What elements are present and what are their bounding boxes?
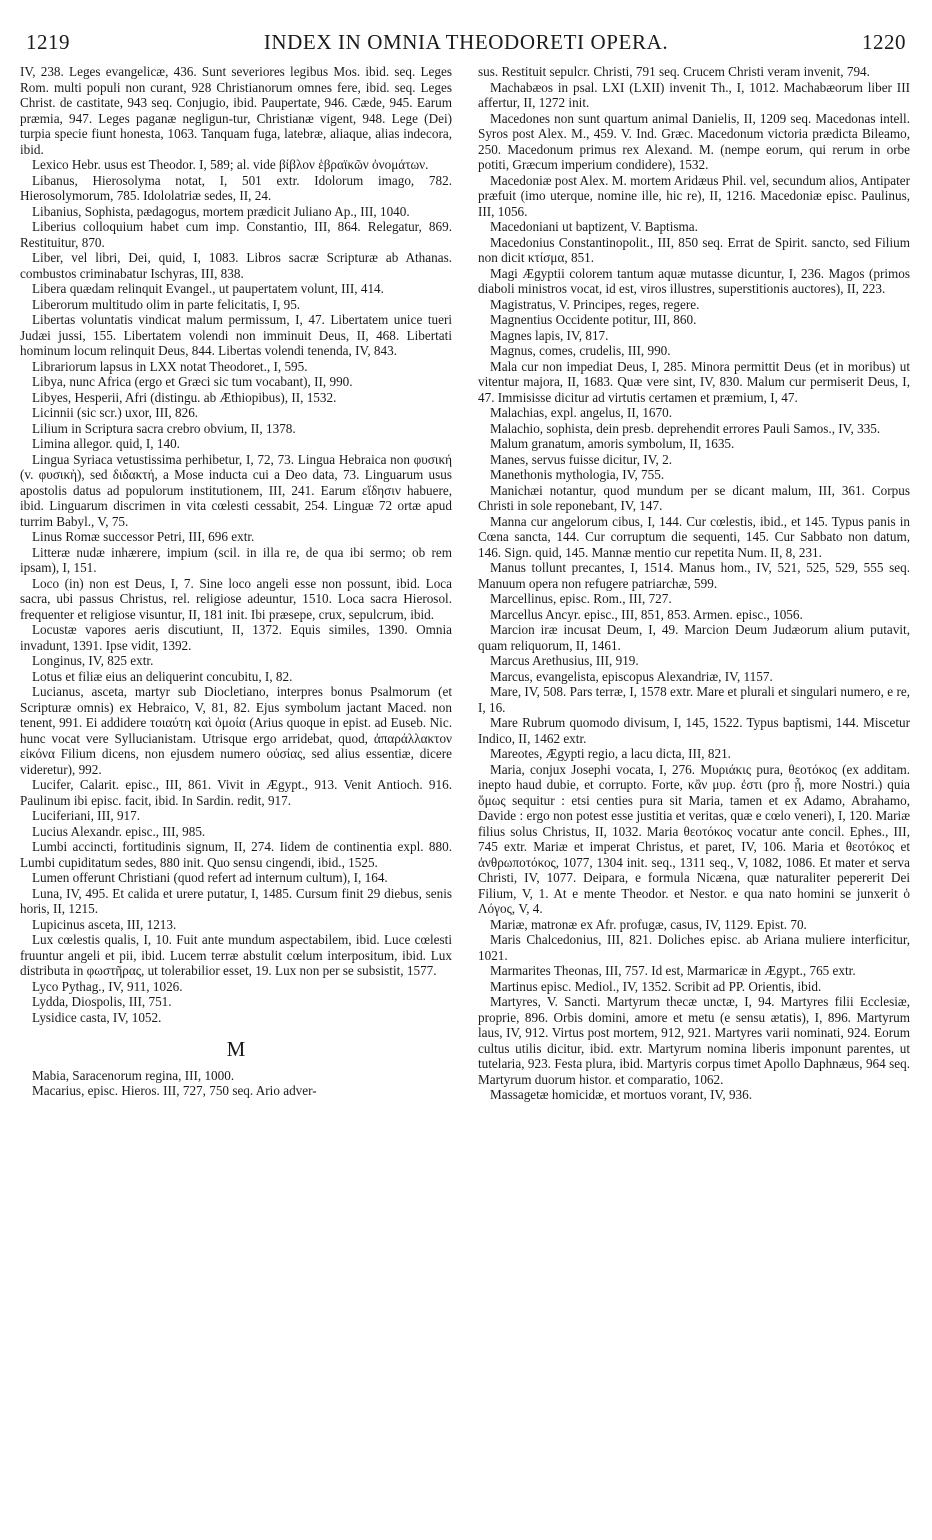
index-entry: Maria, conjux Josephi vocata, I, 276. Μυριάκις pura, θεοτόκος (ex additam. inepto haud dubie, et corrupto. Forte, κἂν μυρ. ἐστι (pro ᾖ, more Nostri.) quia ὅμως sequitur : etsi centies pura sit Maria, tamen et ex Adamo, Abrahamo, Davide : ergo non potest esse justitia et veritas, quæ e cœlo veneri), I, 120. Mariæ filius solus Christus, II, 1032. Maria θεοτόκος vocatur ante concil. Ephes., III, 745 extr. Mariæ et imperat Christus, et paret, IV, 106. Maria et θεοτόκος et ἀνθρωποτόκος, 1077, 1304 init. seq., 1311 seq., V, 1082, 1086. Et mater et serva Christi, IV, 1077. Deipara, e formula Nicæna, quæ naturaliter pepererit Dei Filium, V, 1. At e mente Theodor. et Nestor. e qua nato homini se junxerit ὁ Λόγος, V, 4. [478,761,910,916]
index-entry: Libya, nunc Africa (ergo et Græci sic tum vocabant), II, 990. [32,374,353,389]
index-entry: Liberorum multitudo olim in parte felicitatis, I, 95. [32,296,301,312]
index-entry: Libanius, Sophista, pædagogus, mortem prædicit Juliano Ap., III, 1040. [32,203,410,219]
index-entry: Lucifer, Calarit. episc., III, 861. Vivit in Ægypt., 913. Venit Antioch. 916. Paulinum ibi episc. facit, ibid. In Sardin. redit, 917. [20,777,452,808]
index-entry: Magnus, comes, crudelis, III, 990. [490,343,671,358]
index-entry: Mariæ, matronæ ex Afr. profugæ, casus, IV, 1129. Epist. 70. [490,916,807,932]
index-entry: Magi Ægyptii colorem tantum aquæ mutasse dicuntur, I, 236. Magos (primos diaboli ministros vocat, id est, viros illustres, superstitionis auctores), II, 223. [478,265,910,296]
running-title: INDEX IN OMNIA THEODORETI OPERA. [263,30,669,54]
index-entry: Marcion iræ incusat Deum, I, 49. Marcion Deum Judæorum alium putavit, quam reliquorum, II, 1461. [478,622,910,653]
index-entry: Mareotes, Ægypti regio, a lacu dicta, III, 821. [490,746,731,761]
index-entry: Marmarites Theonas, III, 757. Id est, Marmaricæ in Ægypt., 765 extr. [490,963,856,978]
index-entry: Marcus, evangelista, episcopus Alexandriæ, IV, 1157. [490,668,773,684]
index-entry: Mare, IV, 508. Pars terræ, I, 1578 extr. Mare et plurali et singulari numero, e re, I, 16. [478,684,910,715]
index-entry: Lydda, Diospolis, III, 751. [32,994,172,1009]
index-entry: Lilium in Scriptura sacra crebro obvium, II, 1378. [32,420,296,436]
index-entry: Machabæos in psal. LXI (LXII) invenit Th., I, 1012. Machabæorum liber III affertur, II, 1272 init. [478,79,910,110]
index-entry: Maris Chalcedonius, III, 821. Doliches episc. ab Ariana muliere interficitur, 1021. [478,932,910,963]
index-entry: Loco (in) non est Deus, I, 7. Sine loco angeli esse non possunt, ibid. Loca sacra, ubi passus Christus, rel. religiose adeuntur, 1510. Loca sacra Hierosol. frequenter et religiose visuntur, II, 181 init. Ibi præsepe, crux, sepulcrum, ibid. [20,575,452,622]
index-entry: Mabia, Saracenorum regina, III, 1000. [32,1067,235,1083]
index-entry: Lingua Syriaca vetustissima perhibetur, I, 72, 73. Lingua Hebraica non φυσική (v. φυσικὴ), sed διδακτή, a Mose inducta cui a Deo data, 73. Linguarum usus apostolis datus ad populorum institutionem, III, 241. Earum εἴδησιν habuere, ibid. Linguarum discrimen in vita cœlesti cessabit, 254. Linguæ 72 ortæ apud turrim Babyl., V, 75. [20,451,452,529]
index-entry: Manichæi notantur, quod mundum per se dicant malum, III, 361. Corpus Christi in sole reponebant, IV, 147. [478,482,910,513]
index-entry: Lupicinus asceta, III, 1213. [32,916,177,932]
index-entry: sus. Restituit sepulcr. Christi, 791 seq. Crucem Christi veram invenit, 794. [478,64,870,79]
index-entry: Lexico Hebr. usus est Theodor. I, 589; al. vide βίβλον ἑβραϊκῶν ὀνομάτων. [32,157,429,172]
index-entry: Libyes, Hesperii, Afri (distingu. ab Æthiopibus), II, 1532. [32,389,337,405]
index-entry: Marcellus Ancyr. episc., III, 851, 853. Armen. episc., 1056. [490,606,803,622]
index-entry: Lumbi accincti, fortitudinis signum, II, 274. Iidem de continentia expl. 880. Lumbi cupiditatum sedes, 880 init. Quo sensu cingendi, ibid., 1525. [20,839,452,870]
index-entry: Malachio, sophista, dein presb. deprehendit errores Pauli Samos., IV, 335. [490,420,881,436]
index-entry: Massagetæ homicidæ, et mortuos vorant, IV, 936. [490,1087,753,1102]
index-entry: Marcellinus, episc. Rom., III, 727. [490,591,672,606]
index-entry: Macedoniæ post Alex. M. mortem Aridæus Phil. vel, secundum alios, Antipater præfuit (imo uterque, nomine ille, hic re), II, 1216. Macedoniæ episc. Paulinus, III, 1056. [478,172,910,219]
index-entry: Longinus, IV, 825 extr. [32,653,154,668]
index-entry: Mala cur non impediat Deus, I, 285. Minora permittit Deus (et in moribus) ut vitentur majora, II, 1683. Quæ vere sint, IV, 830. Malum cur permiserit Deus, I, 47. Immisisse dicitur ad virtutis certamen et præmium, I, 47. [478,358,910,405]
page-number-right: 1220 [862,30,906,54]
index-entry: Martinus episc. Mediol., IV, 1352. Scribit ad PP. Orientis, ibid. [490,978,822,994]
index-entry: Manes, servus fuisse dicitur, IV, 2. [490,451,672,467]
section-letter: M [226,1037,246,1061]
index-entry: Libertas voluntatis vindicat malum permissum, I, 47. Libertatem unice tueri Judæi jussi, 155. Libertatem volendi non imminuit Deus, II, 468. Libertati hominum locum relinquit Deus, 844. Libertas volendi tenenda, IV, 843. [20,312,452,358]
index-entry: Liberius colloquium habet cum imp. Constantio, III, 864. Relegatur, 869. Restituitur, 870. [20,219,452,250]
index-entry: Luna, IV, 495. Et calida et urere putatur, I, 1485. Cursum finit 29 diebus, senis horis, II, 1215. [20,885,452,916]
index-entry: Limina allegor. quid, I, 140. [32,436,180,451]
index-entry: Magnentius Occidente potitur, III, 860. [490,312,697,327]
index-entry: Luciferiani, III, 917. [32,808,141,823]
left-column [20,64,452,1099]
index-entry: Manus tollunt precantes, I, 1514. Manus hom., IV, 521, 525, 529, 555 seq. Manuum opera non refugere patriarchæ, 599. [478,560,910,591]
index-entry: Licinnii (sic scr.) uxor, III, 826. [32,405,199,420]
index-entry: Lyco Pythag., IV, 911, 1026. [32,978,183,994]
index-entry: Lucius Alexandr. episc., III, 985. [32,823,206,839]
index-entry: Macedones non sunt quartum animal Danielis, II, 1209 seq. Macedonas intell. Syros post Alex. M., 459. V. Ind. Græc. Macedonum victoria prædicta Bileamo, 250. Macedonum primus rex Alexand. M. (nempe eorum, qui rerum in orbe potiti, Græcum imperium condidere), 1532. [478,110,910,172]
index-entry: Macarius, episc. Hieros. III, 727, 750 seq. Ario adver- [32,1083,317,1099]
index-entry: Manethonis mythologia, IV, 755. [490,467,665,482]
index-entry: Lux cœlestis qualis, I, 10. Fuit ante mundum aspectabilem, ibid. Luce cœlesti fruuntur angeli et pii, ibid. Lucem terræ abstulit cœlum interpositum, ibid. Lux distributa in φωστῆρας, ut tolerabilior esset, 19. Lux non per se subsistit, 1577. [20,932,452,978]
index-entry: Lotus et filiæ eius an deliquerint concubitu, I, 82. [32,668,293,684]
index-entry: Marcus Arethusius, III, 919. [490,653,639,668]
index-entry: Lucianus, asceta, martyr sub Diocletiano, interpres bonus Psalmorum (et Scripturæ omnis) ex Hebraico, V, 81, 82. Ejus symbolum jactant Maced. non tenent, 991. Ei addidere τοιαύτη καὶ ὁμοία (Arius quoque in epist. ad Euseb. Nic. hunc vocat vere Syllucianistam. Utrisque ergo arridebat, quod, ἀπαράλλακτον εἰκόνα Filium dicens, non ejusdem numero οὐσίας, sed alius essentiæ, dicere videretur), 992. [20,684,452,777]
right-column [478,64,910,1103]
index-entry: Locustæ vapores aeris discutiunt, II, 1372. Equis similes, 1390. Omnia invadunt, 1391. Ipse vidit, 1392. [20,622,452,653]
index-entry: Litteræ nudæ inhærere, impium (scil. in illa re, de qua ibi sermo; ob rem ipsam), I, 151. [20,544,452,575]
index-entry: Lysidice casta, IV, 1052. [32,1009,162,1025]
index-entry: Malachias, expl. angelus, II, 1670. [490,405,673,420]
index-entry: Manna cur angelorum cibus, I, 144. Cur cœlestis, ibid., et 145. Typus panis in Cœna sancta, 144. Cur corruptum die sequenti, 145. Cur Sabbato non datum, 146. Sign. quid, 145. Mannæ mentio cur repetita Num. II, 8, 231. [478,513,910,560]
index-entry: Mare Rubrum quomodo divisum, I, 145, 1522. Typus baptismi, 144. Miscetur Indico, II, 1462 extr. [478,715,910,746]
index-entry: Linus Romæ successor Petri, III, 696 extr. [32,529,255,544]
index-entry: Martyres, V. Sancti. Martyrum thecæ unctæ, I, 94. Martyres filii Ecclesiæ, proprie, 896. Orbis domini, amore et metu (e sensu ætatis), I, 896. Martyrum laus, IV, 912. Virtus post mortem, 912, 921. Martyres varii nominati, 924. Eorum cultus utilis dicitur, ibid. extr. Martyrum nomina liberis imponunt parentes, ut tutelaria, 923. Festa plura, ibid. Martyris corpus timet Apollo Daphnæus, 964 seq. Martyrum duorum histor. et comparatio, 1062. [478,994,910,1087]
index-entry: Libanus, Hierosolyma notat, I, 501 extr. Idolorum imago, 782. Hierosolymorum, 785. Idololatriæ sedes, II, 24. [20,172,452,203]
index-entry: Libera quædam relinquit Evangel., ut paupertatem volunt, III, 414. [32,281,384,296]
index-entry: Macedonius Constantinopolit., III, 850 seq. Errat de Spirit. sancto, sed Filium non dicit κτίσμα, 851. [478,234,910,265]
page-number-left: 1219 [26,30,70,54]
index-entry: IV, 238. Leges evangelicæ, 436. Sunt severiores legibus Mos. ibid. seq. Leges Rom. multi populi non curant, 928 Christianorum omnes fere, ibid. seq. Leges Christ. de castitate, 943 seq. Conjugio, ibid. Paupertate, 946. Cæde, 945. Earum præmia, 947. Leges paganæ negligun-tur, Christianæ vigent, 948. Lege (Dei) turpia specie fiunt honesta, 1063. Tanquam fuga, latebræ, aliaque, alias indecora, ibid. [20,64,452,157]
index-entry: Lumen offerunt Christiani (quod refert ad internum cultum), I, 164. [32,870,388,885]
index-entry: Magnes lapis, IV, 817. [490,327,609,343]
index-entry: Macedoniani ut baptizent, V. Baptisma. [490,219,698,234]
index-entry: Librariorum lapsus in LXX notat Theodoret., I, 595. [32,358,308,374]
page-header [26,30,906,60]
index-entry: Malum granatum, amoris symbolum, II, 1635. [490,436,735,451]
index-entry: Magistratus, V. Principes, reges, regere. [490,296,700,312]
index-entry: Liber, vel libri, Dei, quid, I, 1083. Libros sacræ Scripturæ ab Athanas. combustos criminabatur Ischyras, III, 838. [20,250,452,281]
